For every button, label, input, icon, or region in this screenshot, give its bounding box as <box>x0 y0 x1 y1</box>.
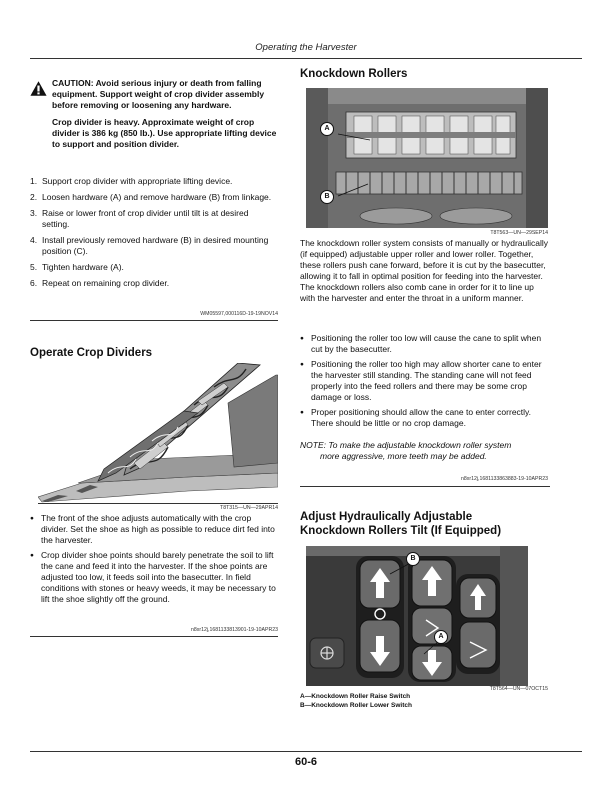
legend-item: A—Knockdown Roller Raise Switch <box>300 693 411 700</box>
callout-b: B <box>320 190 334 204</box>
step-item <box>30 208 278 230</box>
tilt-image-label: T8T564—UN—07OCT15 <box>489 686 548 692</box>
step-item <box>30 278 278 289</box>
callout-a: A <box>434 630 448 644</box>
dividers-reference: n8xr12j,1681133813901-19-10APR23 <box>190 627 278 633</box>
crop-divider-image <box>38 363 278 503</box>
callout-b: B <box>406 552 420 566</box>
list-item: ● The front of the shoe adjusts automatically with the crop divider. Set the shoe as high as possible to reduce dirt fed into the harvester. <box>30 513 278 546</box>
step-item <box>30 192 278 203</box>
tilt-legend <box>300 692 412 710</box>
crop-divider-illustration <box>38 363 278 503</box>
warning-triangle-icon <box>30 80 47 97</box>
step-text: Tighten hardware (A). <box>42 262 124 272</box>
list-item: ● Proper positioning should allow the cane to enter correctly. There should be little or no crop damage. <box>300 407 550 429</box>
tilt-switch-panel-image <box>306 546 528 686</box>
list-item: ● Positioning the roller too high may allow shorter cane to enter the harvester still standing. The standing cane will not feed properly into the feed rollers and there may be some crop damage or loss. <box>300 359 550 403</box>
caution-text <box>52 78 278 150</box>
running-header: Operating the Harvester <box>255 42 357 53</box>
tilt-title <box>300 510 582 538</box>
step-text: Loosen hardware (A) and remove hardware (B) from linkage. <box>42 192 272 202</box>
legend-item: B—Knockdown Roller Lower Switch <box>300 702 412 709</box>
image-rule <box>38 503 278 504</box>
procedure-steps <box>30 176 278 294</box>
step-number: 1. <box>30 176 38 186</box>
note-line: more aggressive, more teeth may be added. <box>320 451 487 461</box>
knockdown-rollers-photo <box>306 88 548 228</box>
step-number: 6. <box>30 278 38 288</box>
step-item <box>30 235 278 257</box>
note-line: NOTE: To make the adjustable knockdown roller system <box>300 440 512 450</box>
tilt-title-line: Knockdown Rollers Tilt (If Equipped) <box>300 525 502 537</box>
crop-divider-bullets <box>30 513 278 609</box>
step-text: Raise or lower front of crop divider until tilt is at desired setting. <box>42 208 249 229</box>
knockdown-reference: n8xr12j,1681133863883-19-10APR23 <box>460 476 548 482</box>
section-rule <box>30 320 278 321</box>
list-item: ● Positioning the roller too low will cause the cane to split when cut by the basecutter. <box>300 333 550 355</box>
page-number: 60-6 <box>294 756 318 768</box>
callout-a: A <box>320 122 334 136</box>
crop-dividers-title: Operate Crop Dividers <box>30 347 153 359</box>
step-number: 2. <box>30 192 38 202</box>
knockdown-image-label: T8T563—UN—29SEP14 <box>490 230 548 236</box>
step-number: 4. <box>30 235 38 245</box>
knockdown-note <box>300 440 550 462</box>
step-item <box>30 176 278 187</box>
step-text: Install previously removed hardware (B) in desired mounting position (C). <box>42 235 269 256</box>
caution-detail: Crop divider is heavy. Approximate weight of crop divider is 386 kg (850 lb.). Use appropriate lifting device to support and position divider. <box>52 117 277 149</box>
knockdown-rollers-image <box>306 88 548 228</box>
header-rule <box>30 58 582 59</box>
step-item <box>30 262 278 273</box>
section-rule <box>30 636 278 637</box>
list-item: ● Crop divider shoe points should barely penetrate the soil to lift the cane and feed it into the harvester. If the shoe points are adjusted too low, it feeds soil into the basecutter. In field conditions with stones or heavy weeds, it may be necessary to lift the shoe slightly off the ground. <box>30 550 278 605</box>
knockdown-paragraph: The knockdown roller system consists of manually or hydraulically (if equipped) adjustable upper roller and lower roller. Together, these rollers push cane forward, before it is cut by the basecutter, allowing it to fall in optimal position for feeding into the harvester. The knockdown rollers also comb cane in order for it to line up with the harvester and enter the throat in a uniform manner. <box>300 238 549 303</box>
caution-lead: CAUTION: Avoid serious injury or death from falling equipment. Support weight of crop divider assembly before removing or loosening any hardware. <box>52 78 265 110</box>
section-rule <box>300 486 550 487</box>
crop-divider-image-label: T8T315—UN—29APR14 <box>220 505 278 511</box>
footer-rule <box>30 751 582 752</box>
switch-panel-photo <box>306 546 528 686</box>
tilt-title-line: Adjust Hydraulically Adjustable <box>300 511 473 523</box>
step-text: Repeat on remaining crop divider. <box>42 278 170 288</box>
step-number: 5. <box>30 262 38 272</box>
knockdown-bullets <box>300 333 550 433</box>
step-text: Support crop divider with appropriate lifting device. <box>42 176 233 186</box>
knockdown-rollers-title: Knockdown Rollers <box>300 68 408 80</box>
steps-reference: WM05597,000116D-19-19NOV14 <box>200 311 278 317</box>
step-number: 3. <box>30 208 38 218</box>
